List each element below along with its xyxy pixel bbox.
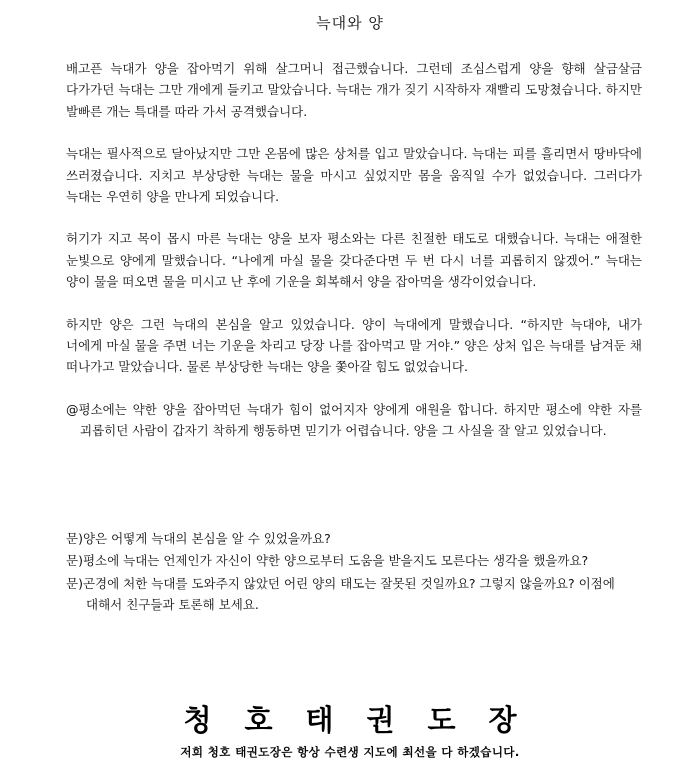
story-paragraph-4: 하지만 양은 그런 늑대의 본심을 알고 있었습니다. 양이 늑대에게 말했습니다. “하지만 늑대야, 내가 너에게 마실 물을 주면 너는 기운을 차리고 당장 나를 잡아먹고 말 거야.” 양은 상처 입은 늑대를 남겨둔 채 떠나가고 말았습니다. 물론 부상당한 늑대는 양을 쫓아갈 힘도 없었습니다. (66, 316, 642, 375)
moral-paragraph: @평소에는 약한 양을 잡아먹던 늑대가 힘이 없어지자 양에게 애원을 합니다. 하지만 평소에 약한 자를 괴롭히던 사람이 갑자기 착하게 행동하면 믿기가 어렵습니다. 양을 그 사실을 잘 알고 있었습니다. (66, 401, 642, 439)
story-body (66, 58, 642, 463)
question-1: 문)양은 어떻게 늑대의 본심을 알 수 있었을까요? (66, 531, 331, 546)
dojang-name: 청호태권도장 (183, 703, 550, 737)
question-2: 문)평소에 늑대는 언제인가 자신이 약한 양으로부터 도움을 받을지도 모른다는 생각을 했을까요? (66, 553, 589, 569)
question-3: 문)곤경에 처한 늑대를 도와주지 않았던 어린 양의 태도는 잘못된 것일까요? 그렇지 않을까요? 이점에 대해서 친구들과 토론해 보세요. (66, 575, 615, 613)
story-paragraph-3: 허기가 지고 목이 몹시 마른 늑대는 양을 보자 평소와는 다른 친절한 태도로 대했습니다. 늑대는 애절한 눈빛으로 양에게 말했습니다. “나에게 마실 물을 갖다준다면 두 번 다시 너를 괴롭히지 않겠어.” 늑대는 양이 물을 떠오면 물을 미시고 난 후에 기운을 회복해서 양을 잡아먹을 생각이었습니다. (66, 231, 642, 290)
discussion-questions (66, 528, 642, 617)
story-paragraph-1: 배고픈 늑대가 양을 잡아먹기 위해 살그머니 접근했습니다. 그런데 조심스럽게 양을 향해 살금살금 다가가던 늑대는 그만 개에게 들키고 말았습니다. 늑대는 개가 짖기 시작하자 재빨리 도망쳤습니다. 하지만 발빠른 개는 특대를 따라 가서 공격했습니다. (66, 61, 642, 119)
document-title: 늑대와 양 (316, 14, 384, 32)
story-paragraph-2: 늑대는 필사적으로 달아났지만 그만 온몸에 많은 상처를 입고 말았습니다. 늑대는 피를 흘리면서 땅바닥에 쓰러졌습니다. 지치고 부상당한 늑대는 물을 마시고 싶었지만 몸을 움직일 수가 없었습니다. 그러다가 늑대는 우연히 양을 만나게 되었습니다. (66, 146, 642, 205)
dojang-slogan: 저희 청호 태권도장은 항상 수련생 지도에 최선을 다 하겠습니다. (180, 745, 520, 759)
